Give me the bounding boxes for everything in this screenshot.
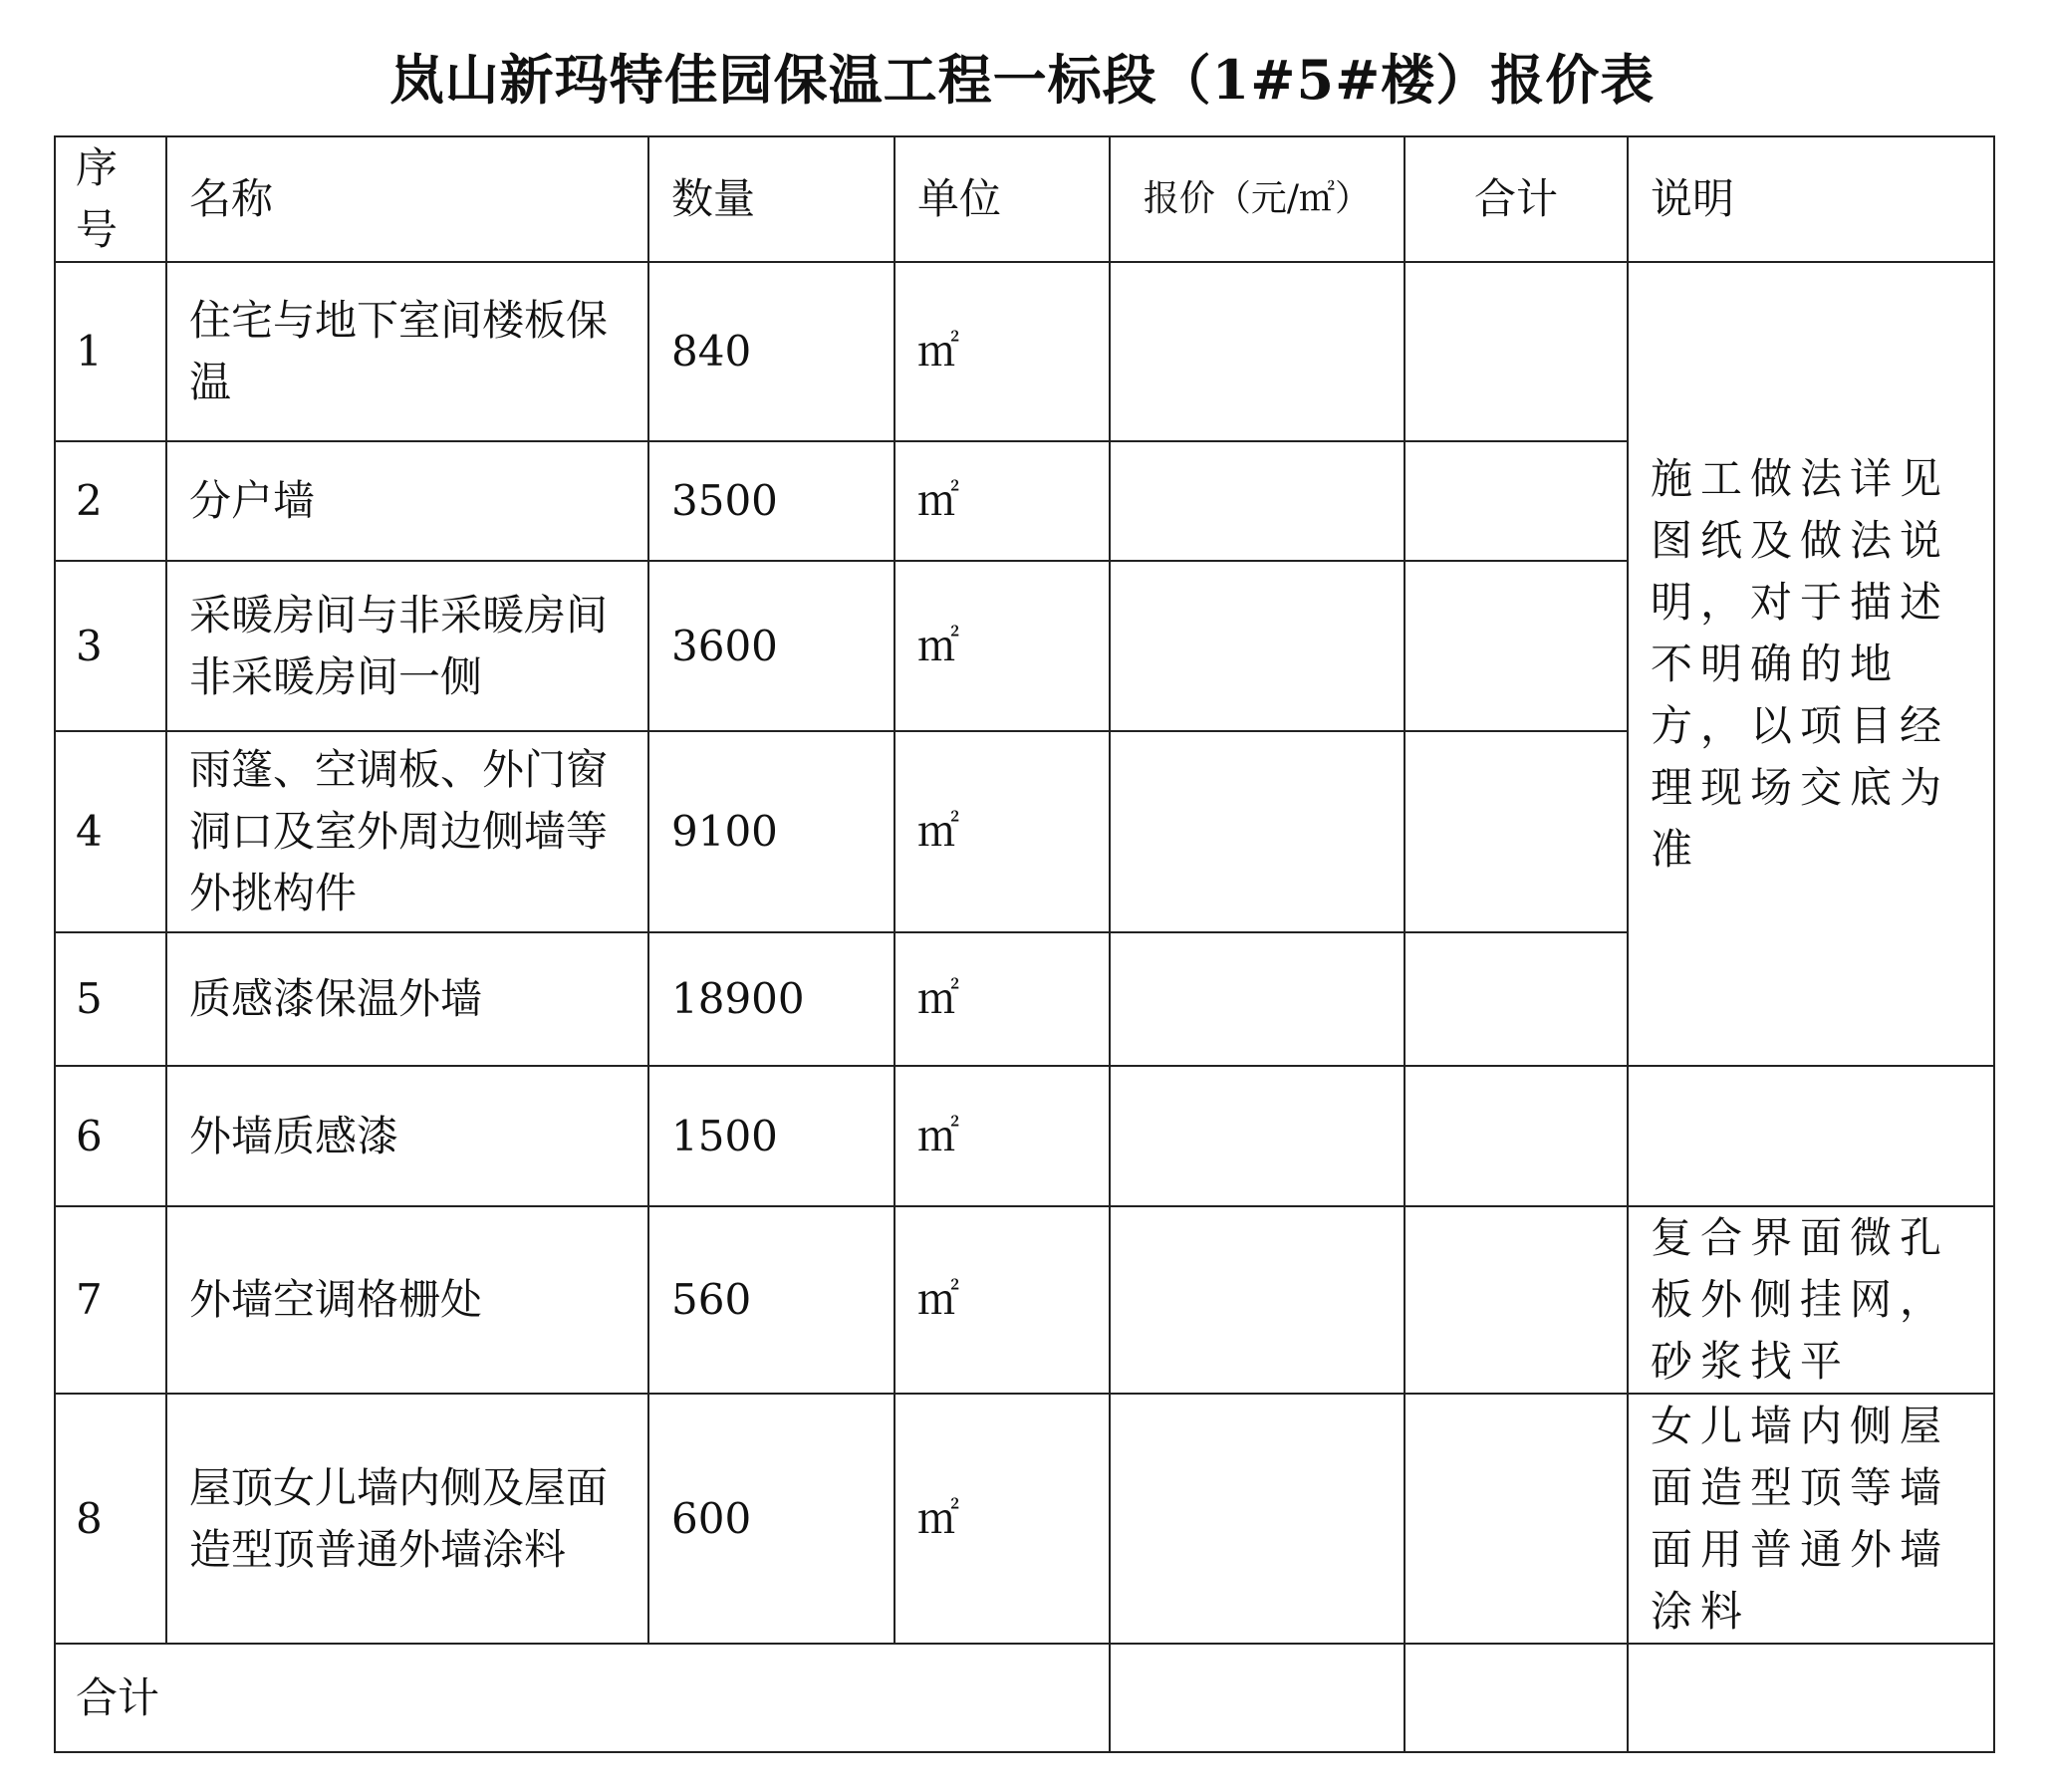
header-unit: 单位 — [895, 136, 1110, 262]
row-unit: ㎡ — [895, 1066, 1110, 1206]
row-qty: 560 — [648, 1206, 895, 1394]
row-seq: 1 — [55, 262, 166, 441]
row-qty: 9100 — [648, 731, 895, 932]
row-unit: ㎡ — [895, 932, 1110, 1066]
row-total — [1405, 932, 1628, 1066]
header-qty: 数量 — [648, 136, 895, 262]
note-cell-row7: 复合界面微孔板外侧挂网，砂浆找平 — [1628, 1206, 1994, 1394]
row-seq: 3 — [55, 561, 166, 731]
row-name: 住宅与地下室间楼板保温 — [166, 262, 648, 441]
row-total — [1405, 1206, 1628, 1394]
table-row — [55, 262, 1994, 441]
footer-note — [1628, 1644, 1994, 1752]
row-seq: 7 — [55, 1206, 166, 1394]
row-total — [1405, 1394, 1628, 1644]
header-seq: 序号 — [55, 136, 166, 262]
footer-total — [1405, 1644, 1628, 1752]
row-unit: ㎡ — [895, 1394, 1110, 1644]
row-qty: 600 — [648, 1394, 895, 1644]
quote-table — [54, 135, 1995, 1753]
row-unit: ㎡ — [895, 262, 1110, 441]
row-price — [1110, 1206, 1405, 1394]
row-unit: ㎡ — [895, 441, 1110, 561]
row-seq: 4 — [55, 731, 166, 932]
row-price — [1110, 1066, 1405, 1206]
footer-price — [1110, 1644, 1405, 1752]
row-unit: ㎡ — [895, 1206, 1110, 1394]
row-total — [1405, 731, 1628, 932]
row-seq: 8 — [55, 1394, 166, 1644]
row-unit: ㎡ — [895, 731, 1110, 932]
footer-label: 合计 — [55, 1644, 1110, 1752]
header-note: 说明 — [1628, 136, 1994, 262]
note-cell-main: 施工做法详见图纸及做法说明，对于描述不明确的地方，以项目经理现场交底为准 — [1628, 262, 1994, 1066]
row-name: 分户墙 — [166, 441, 648, 561]
row-price — [1110, 561, 1405, 731]
row-total — [1405, 1066, 1628, 1206]
row-qty: 840 — [648, 262, 895, 441]
row-name: 质感漆保温外墙 — [166, 932, 648, 1066]
row-price — [1110, 262, 1405, 441]
row-qty: 3600 — [648, 561, 895, 731]
row-seq: 5 — [55, 932, 166, 1066]
row-unit: ㎡ — [895, 561, 1110, 731]
row-name: 屋顶女儿墙内侧及屋面造型顶普通外墙涂料 — [166, 1394, 648, 1644]
row-seq: 2 — [55, 441, 166, 561]
row-qty: 1500 — [648, 1066, 895, 1206]
header-name: 名称 — [166, 136, 648, 262]
header-total: 合计 — [1405, 136, 1628, 262]
page-title: 岚山新玛特佳园保温工程一标段（1#5#楼）报价表 — [389, 48, 1656, 112]
row-price — [1110, 932, 1405, 1066]
table-row — [55, 1066, 1994, 1206]
row-qty: 18900 — [648, 932, 895, 1066]
row-name: 采暖房间与非采暖房间非采暖房间一侧 — [166, 561, 648, 731]
note-cell-row6 — [1628, 1066, 1994, 1206]
row-price — [1110, 1394, 1405, 1644]
row-total — [1405, 262, 1628, 441]
row-name: 外墙质感漆 — [166, 1066, 648, 1206]
row-qty: 3500 — [648, 441, 895, 561]
footer-row — [55, 1644, 1994, 1752]
header-row — [55, 136, 1994, 262]
row-price — [1110, 441, 1405, 561]
table-row — [55, 1394, 1994, 1644]
row-name: 雨篷、空调板、外门窗洞口及室外周边侧墙等外挑构件 — [166, 731, 648, 932]
header-price: 报价（元/㎡） — [1110, 136, 1405, 262]
row-seq: 6 — [55, 1066, 166, 1206]
note-cell-row8: 女儿墙内侧屋面造型顶等墙面用普通外墙涂料 — [1628, 1394, 1994, 1644]
row-price — [1110, 731, 1405, 932]
table-row — [55, 1206, 1994, 1394]
row-total — [1405, 561, 1628, 731]
row-name: 外墙空调格栅处 — [166, 1206, 648, 1394]
row-total — [1405, 441, 1628, 561]
